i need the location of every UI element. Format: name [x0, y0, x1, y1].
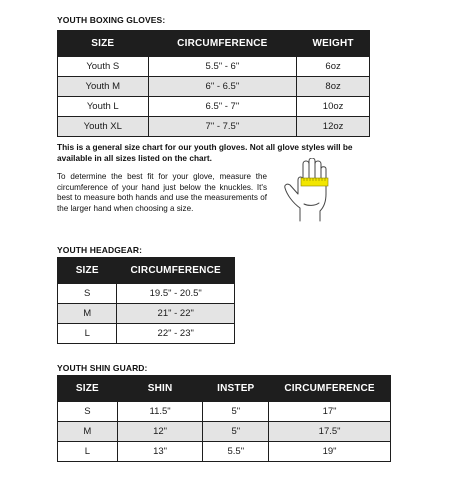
size-cell: Youth XL	[58, 117, 149, 137]
size-cell: M	[58, 422, 118, 442]
column-header: SIZE	[58, 31, 149, 57]
size-cell: L	[58, 324, 117, 344]
instep-cell: 5"	[203, 402, 269, 422]
size-cell: L	[58, 442, 118, 462]
weight-cell: 8oz	[297, 77, 370, 97]
circumference-cell: 17.5"	[269, 422, 391, 442]
hand-measuring-icon	[283, 158, 345, 226]
table-header-row	[58, 31, 370, 57]
shin-cell: 11.5"	[117, 402, 203, 422]
weight-cell: 12oz	[297, 117, 370, 137]
circumference-cell: 19.5" - 20.5"	[117, 284, 235, 304]
table-row	[58, 97, 370, 117]
gloves-section-title: YOUTH BOXING GLOVES:	[57, 15, 166, 25]
table-row	[58, 402, 391, 422]
circumference-cell: 22" - 23"	[117, 324, 235, 344]
circumference-cell: 19"	[269, 442, 391, 462]
measuring-instructions: To determine the best fit for your glove, measure the circumference of your hand just below the knuckles. It's best to measure both hands and use the measurements of the larger hand when choosing a size.	[57, 172, 267, 213]
weight-cell: 10oz	[297, 97, 370, 117]
instep-cell: 5.5"	[203, 442, 269, 462]
column-header: CIRCUMFERENCE	[148, 31, 297, 57]
column-header: SIZE	[58, 376, 118, 402]
circumference-cell: 6" - 6.5"	[148, 77, 297, 97]
headgear-section-title: YOUTH HEADGEAR:	[57, 245, 143, 255]
column-header: SIZE	[58, 258, 117, 284]
circumference-cell: 6.5" - 7"	[148, 97, 297, 117]
shin-cell: 13"	[117, 442, 203, 462]
shin-guard-section-title: YOUTH SHIN GUARD:	[57, 363, 148, 373]
table-row	[58, 284, 235, 304]
table-row	[58, 324, 235, 344]
table-row	[58, 117, 370, 137]
circumference-cell: 7" - 7.5"	[148, 117, 297, 137]
circumference-cell: 21" - 22"	[117, 304, 235, 324]
circumference-cell: 17"	[269, 402, 391, 422]
size-cell: S	[58, 402, 118, 422]
gloves-size-table	[57, 30, 370, 137]
column-header: INSTEP	[203, 376, 269, 402]
column-header: WEIGHT	[297, 31, 370, 57]
table-header-row	[58, 258, 235, 284]
headgear-size-table	[57, 257, 235, 344]
size-cell: Youth M	[58, 77, 149, 97]
shin-cell: 12"	[117, 422, 203, 442]
table-row	[58, 304, 235, 324]
size-cell: M	[58, 304, 117, 324]
shin-guard-size-table	[57, 375, 391, 462]
table-header-row	[58, 376, 391, 402]
table-row	[58, 57, 370, 77]
table-row	[58, 77, 370, 97]
circumference-cell: 5.5" - 6"	[148, 57, 297, 77]
column-header: SHIN	[117, 376, 203, 402]
instep-cell: 5"	[203, 422, 269, 442]
column-header: CIRCUMFERENCE	[117, 258, 235, 284]
gloves-size-note: This is a general size chart for our youth gloves. Not all glove styles will be available in all sizes listed on the chart.	[57, 142, 353, 163]
column-header: CIRCUMFERENCE	[269, 376, 391, 402]
size-cell: Youth L	[58, 97, 149, 117]
table-row	[58, 422, 391, 442]
size-cell: Youth S	[58, 57, 149, 77]
weight-cell: 6oz	[297, 57, 370, 77]
table-row	[58, 442, 391, 462]
size-cell: S	[58, 284, 117, 304]
measuring-tape-icon	[301, 178, 328, 186]
